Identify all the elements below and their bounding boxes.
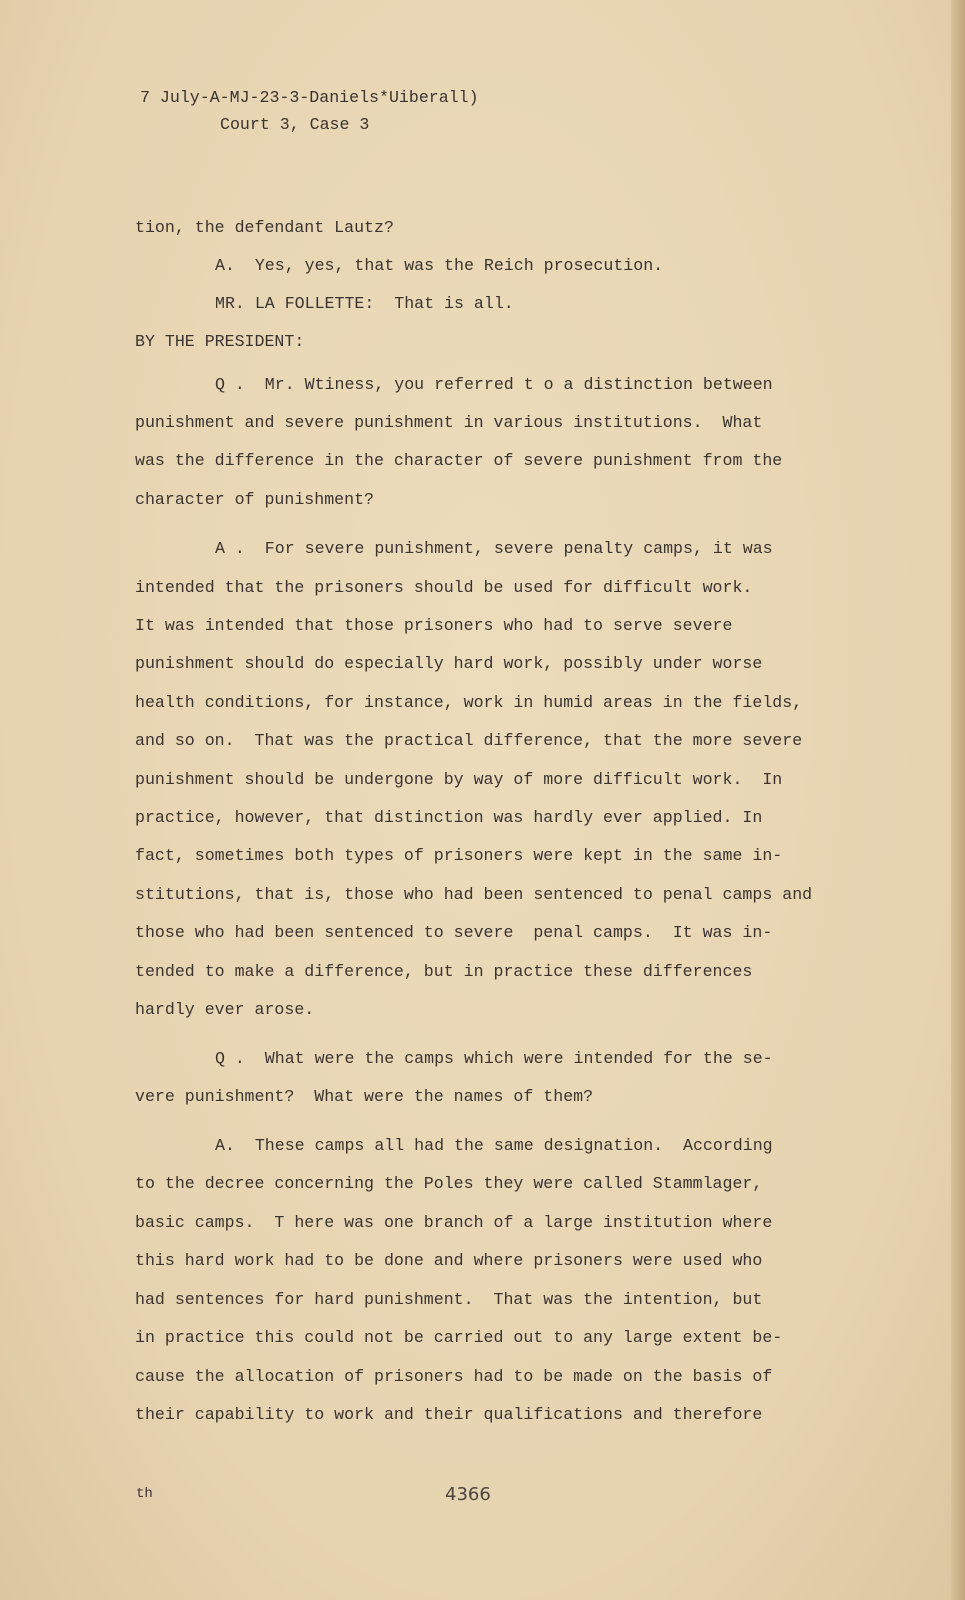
transcript-line: was the difference in the character of severe punishment from the bbox=[135, 451, 783, 470]
page-number: 4366 bbox=[445, 1484, 491, 1505]
transcript-line: and so on. That was the practical difference, that the more severe bbox=[135, 731, 803, 750]
transcript-line: had sentences for hard punishment. That was the intention, but bbox=[135, 1290, 763, 1309]
header-line-2: Court 3, Case 3 bbox=[220, 115, 370, 134]
transcript-line: BY THE PRESIDENT: bbox=[135, 332, 305, 351]
transcript-line: MR. LA FOLLETTE: That is all. bbox=[215, 294, 514, 313]
transcript-line: punishment and severe punishment in various institutions. What bbox=[135, 413, 763, 432]
header-line-1: 7 July-A-MJ-23-3-Daniels*Uiberall) bbox=[140, 88, 479, 107]
transcript-line: health conditions, for instance, work in humid areas in the fields, bbox=[135, 693, 803, 712]
transcript-line: cause the allocation of prisoners had to be made on the basis of bbox=[135, 1367, 773, 1386]
transcript-line: stitutions, that is, those who had been sentenced to penal camps and bbox=[135, 885, 813, 904]
transcript-line: practice, however, that distinction was hardly ever applied. In bbox=[135, 808, 763, 827]
transcript-line: those who had been sentenced to severe penal camps. It was in- bbox=[135, 923, 773, 942]
transcript-line: their capability to work and their qualifications and therefore bbox=[135, 1405, 763, 1424]
transcript-line: A . For severe punishment, severe penalty camps, it was bbox=[215, 539, 773, 558]
transcript-line: punishment should do especially hard work, possibly under worse bbox=[135, 654, 763, 673]
transcript-line: hardly ever arose. bbox=[135, 1000, 315, 1019]
transcript-line: basic camps. T here was one branch of a large institution where bbox=[135, 1213, 773, 1232]
transcript-line: intended that the prisoners should be used for difficult work. bbox=[135, 578, 753, 597]
transcript-line: tended to make a difference, but in practice these differences bbox=[135, 962, 753, 981]
transcript-line: in practice this could not be carried out to any large extent be- bbox=[135, 1328, 783, 1347]
transcript-line: tion, the defendant Lautz? bbox=[135, 218, 394, 237]
transcript-line: It was intended that those prisoners who had to serve severe bbox=[135, 616, 733, 635]
transcript-line: character of punishment? bbox=[135, 490, 374, 509]
transcript-line: to the decree concerning the Poles they were called Stammlager, bbox=[135, 1174, 763, 1193]
transcript-line: Q . Mr. Wtiness, you referred t o a distinction between bbox=[215, 375, 773, 394]
transcript-line: punishment should be undergone by way of more difficult work. In bbox=[135, 770, 783, 789]
transcript-line: vere punishment? What were the names of them? bbox=[135, 1087, 594, 1106]
transcript-line: A. These camps all had the same designation. According bbox=[215, 1136, 773, 1155]
transcript-line: Q . What were the camps which were intended for the se- bbox=[215, 1049, 773, 1068]
transcript-line: this hard work had to be done and where prisoners were used who bbox=[135, 1251, 763, 1270]
transcript-line: fact, sometimes both types of prisoners were kept in the same in- bbox=[135, 846, 783, 865]
typist-initials: th bbox=[136, 1486, 153, 1502]
transcript-line: A. Yes, yes, that was the Reich prosecution. bbox=[215, 256, 664, 275]
page-edge bbox=[951, 0, 965, 1600]
